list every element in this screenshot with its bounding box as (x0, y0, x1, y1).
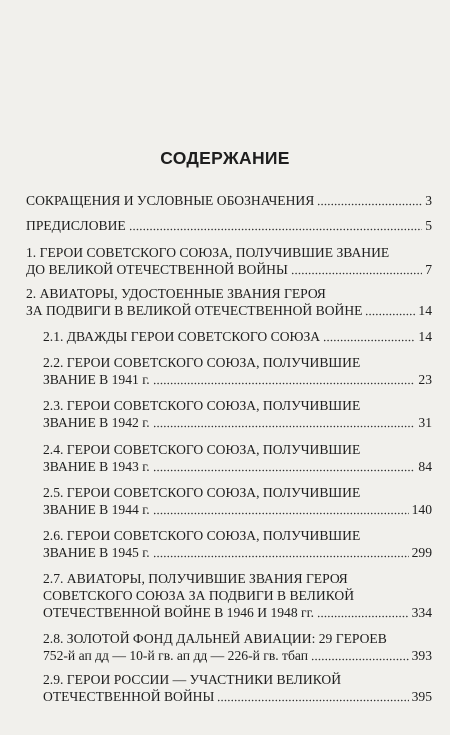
toc-entry-text: СОКРАЩЕНИЯ И УСЛОВНЫЕ ОБОЗНАЧЕНИЯ (26, 193, 315, 208)
dot-leader (129, 220, 422, 231)
toc-entry-text: 2.2. ГЕРОИ СОВЕТСКОГО СОЮЗА, ПОЛУЧИВШИЕ (43, 355, 361, 370)
toc-entry[interactable] (43, 441, 432, 475)
dot-leader (153, 374, 416, 385)
dot-leader (153, 417, 416, 428)
page-title: СОДЕРЖАНИЕ (160, 148, 290, 168)
toc-page-number: 14 (418, 303, 432, 318)
toc-entry-text: ЗВАНИЕ В 1944 г. (43, 502, 150, 517)
toc-entry-text: 2.8. ЗОЛОТОЙ ФОНД ДАЛЬНЕЙ АВИАЦИИ: 29 ГЕРОЕВ (43, 631, 387, 646)
dot-leader (317, 195, 422, 206)
toc-page-number: 84 (418, 459, 432, 474)
toc-entry-text: 752-й ап дд — 10-й гв. ап дд — 226-й гв. тбап (43, 648, 309, 663)
toc-entry[interactable] (26, 192, 432, 209)
dot-leader (153, 504, 409, 515)
toc-entry[interactable] (43, 484, 432, 518)
toc-entry-text: ЗВАНИЕ В 1945 г. (43, 545, 150, 560)
toc-page-number: 14 (418, 329, 432, 344)
toc-page-number: 31 (418, 415, 432, 430)
toc-entry-text: ЗВАНИЕ В 1942 г. (43, 415, 150, 430)
toc-entry[interactable] (26, 244, 432, 278)
toc-entry[interactable] (26, 217, 432, 234)
toc-page-number: 3 (425, 193, 432, 208)
toc-entry-text: 2.3. ГЕРОИ СОВЕТСКОГО СОЮЗА, ПОЛУЧИВШИЕ (43, 398, 361, 413)
toc-entry-text: 2.4. ГЕРОИ СОВЕТСКОГО СОЮЗА, ПОЛУЧИВШИЕ (43, 442, 361, 457)
dot-leader (323, 331, 415, 342)
toc-page-number: 140 (411, 502, 432, 517)
toc-entry-text: ЗА ПОДВИГИ В ВЕЛИКОЙ ОТЕЧЕСТВЕННОЙ ВОЙНЕ (26, 303, 363, 318)
dot-leader (153, 547, 409, 558)
toc-entry-text: 2.7. АВИАТОРЫ, ПОЛУЧИВШИЕ ЗВАНИЯ ГЕРОЯ (43, 571, 348, 586)
toc-entry-text: СОВЕТСКОГО СОЮЗА ЗА ПОДВИГИ В ВЕЛИКОЙ (43, 588, 355, 603)
toc-page-number: 395 (411, 689, 432, 704)
toc-entry[interactable] (43, 328, 432, 345)
toc-page-number: 5 (425, 218, 432, 233)
toc-entry[interactable] (43, 671, 432, 705)
toc-entry-text: 2.1. ДВАЖДЫ ГЕРОИ СОВЕТСКОГО СОЮЗА (43, 329, 321, 344)
dot-leader (311, 650, 409, 661)
toc-entry-text: 1. ГЕРОИ СОВЕТСКОГО СОЮЗА, ПОЛУЧИВШИЕ ЗВАНИЕ (26, 245, 390, 260)
toc-entry-text: ДО ВЕЛИКОЙ ОТЕЧЕСТВЕННОЙ ВОЙНЫ (26, 262, 288, 277)
dot-leader (153, 461, 416, 472)
toc-entry[interactable] (43, 570, 432, 621)
toc-entry[interactable] (43, 630, 432, 664)
toc-page-number: 393 (411, 648, 432, 663)
toc-entry-text: 2.5. ГЕРОИ СОВЕТСКОГО СОЮЗА, ПОЛУЧИВШИЕ (43, 485, 361, 500)
toc-entry-text: 2.9. ГЕРОИ РОССИИ — УЧАСТНИКИ ВЕЛИКОЙ (43, 672, 342, 687)
dot-leader (291, 264, 422, 275)
toc-entry[interactable] (43, 397, 432, 431)
toc-entry-text: ЗВАНИЕ В 1941 г. (43, 372, 150, 387)
toc-entry[interactable] (26, 285, 432, 319)
toc-entry-text: 2. АВИАТОРЫ, УДОСТОЕННЫЕ ЗВАНИЯ ГЕРОЯ (26, 286, 326, 301)
toc-entry-text: 2.6. ГЕРОИ СОВЕТСКОГО СОЮЗА, ПОЛУЧИВШИЕ (43, 528, 361, 543)
toc-entry[interactable] (43, 527, 432, 561)
toc-page-number: 299 (411, 545, 432, 560)
toc-entry-text: ПРЕДИСЛОВИЕ (26, 218, 126, 233)
dot-leader (365, 305, 415, 316)
toc-entry-text: ЗВАНИЕ В 1943 г. (43, 459, 150, 474)
toc-page-number: 23 (418, 372, 432, 387)
toc-entry-text: ОТЕЧЕСТВЕННОЙ ВОЙНЫ (43, 689, 215, 704)
toc-page-number: 334 (411, 605, 432, 620)
toc-page-number: 7 (425, 262, 432, 277)
toc-entry[interactable] (43, 354, 432, 388)
dot-leader (317, 607, 409, 618)
toc-entry-text: ОТЕЧЕСТВЕННОЙ ВОЙНЕ В 1946 И 1948 гг. (43, 605, 315, 620)
dot-leader (217, 691, 408, 702)
